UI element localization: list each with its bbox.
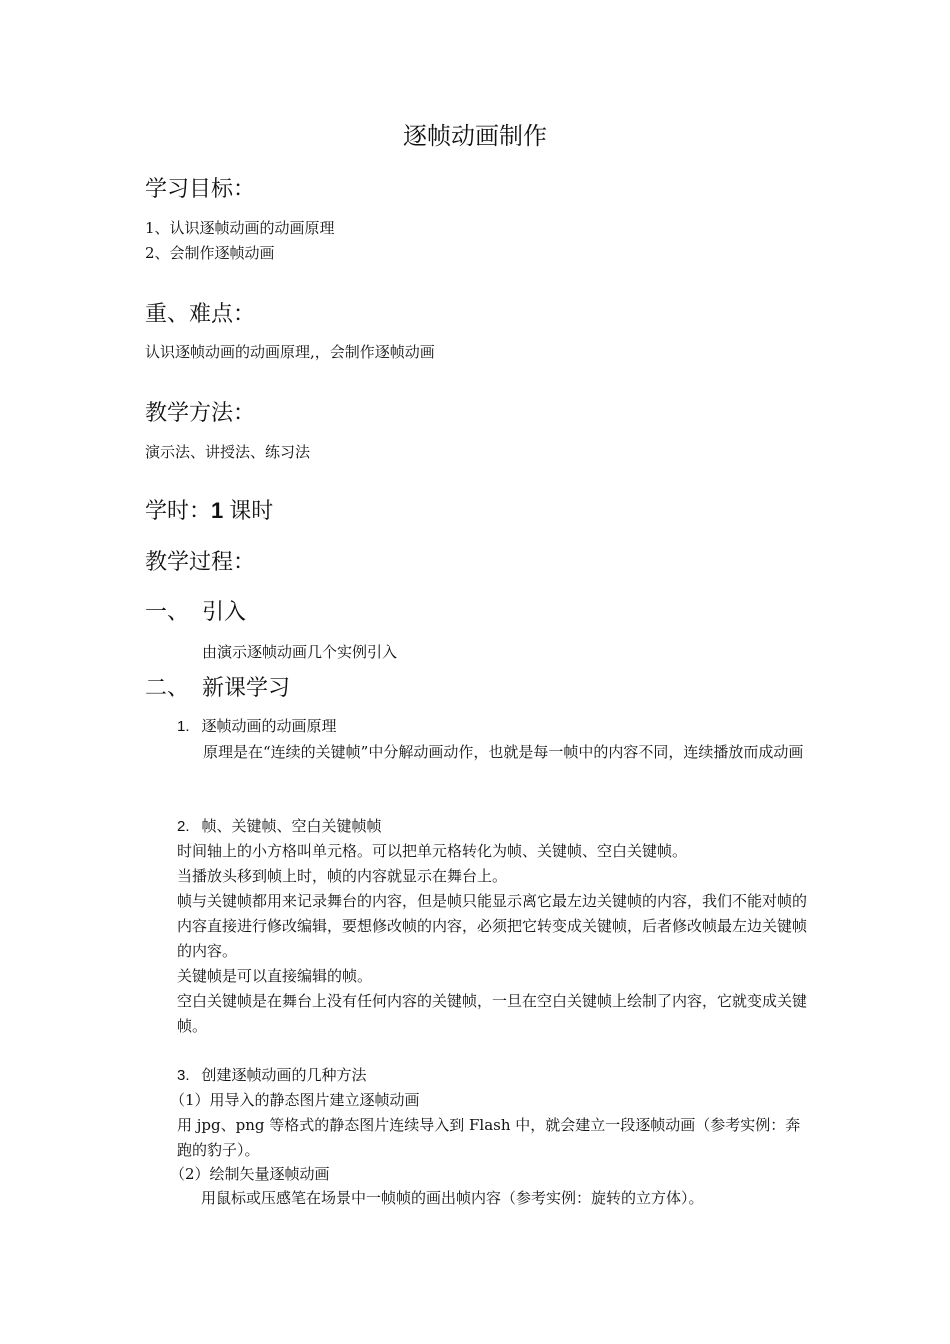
section3-heading	[177, 1064, 367, 1085]
document-title: 逐帧动画制作	[403, 122, 547, 150]
process-heading: 教学过程：	[145, 550, 256, 575]
section2-title: 帧、关键帧、空白关键帧帧	[201, 817, 382, 835]
method2-title: （2）绘制矢量逐帧动画	[170, 1165, 330, 1183]
section3-title: 创建逐帧动画的几种方法	[201, 1066, 367, 1084]
hours-label: 学时：	[145, 499, 212, 524]
objectives-heading: 学习目标：	[145, 177, 256, 202]
section2-heading	[177, 815, 382, 836]
section1-text: 原理是在“连续的关键帧”中分解动画动作，也就是每一帧中的内容不同，连续播放而成动画	[203, 743, 804, 761]
section2-line: 时间轴上的小方格叫单元格。可以把单元格转化为帧、关键帧、空白关键帧。	[177, 842, 688, 860]
key-points-text: 认识逐帧动画的动画原理,，会制作逐帧动画	[145, 343, 435, 361]
methods-heading: 教学方法：	[145, 401, 256, 426]
section1-number: 1.	[177, 718, 190, 735]
objective-item: 1、认识逐帧动画的动画原理	[145, 219, 335, 237]
intro-title: 引入	[202, 600, 247, 625]
section2-paragraph: 空白关键帧是在舞台上没有任何内容的关键帧，一旦在空白关键帧上绘制了内容，它就变成关键帧。	[177, 992, 808, 1035]
hours-unit: 课时	[229, 499, 274, 524]
method2-text: 用鼠标或压感笔在场景中一帧帧的画出帧内容（参考实例：旋转的立方体）。	[201, 1189, 704, 1207]
methods-text: 演示法、讲授法、练习法	[145, 443, 311, 461]
new-lesson-number: 二、	[145, 676, 190, 701]
method1-title: （1）用导入的静态图片建立逐帧动画	[170, 1091, 420, 1109]
new-lesson-title: 新课学习	[202, 676, 291, 701]
section1-title: 逐帧动画的动画原理	[201, 717, 337, 735]
hours-line	[145, 494, 273, 525]
section2-number: 2.	[177, 818, 190, 835]
section1-heading	[177, 715, 337, 736]
section2-line: 当播放头移到帧上时，帧的内容就显示在舞台上。	[177, 867, 508, 885]
section3-number: 3.	[177, 1067, 190, 1084]
hours-value: 1	[211, 498, 224, 523]
section2-line: 关键帧是可以直接编辑的帧。	[177, 967, 373, 985]
section2-paragraph: 帧与关键帧都用来记录舞台的内容，但是帧只能显示离它最左边关键帧的内容，我们不能对帧的内容直接进行修改编辑，要想修改帧的内容，必须把它转变成关键帧，后者修改帧最左边关键帧的内容。	[177, 892, 808, 960]
key-points-heading: 重、难点：	[145, 302, 256, 327]
method1-text: 用 jpg、png 等格式的静态图片连续导入到 Flash 中，就会建立一段逐帧动画（参考实例：奔跑的豹子）。	[177, 1116, 801, 1159]
intro-text: 由演示逐帧动画几个实例引入	[202, 643, 398, 661]
objective-item: 2、会制作逐帧动画	[145, 244, 275, 262]
intro-number: 一、	[145, 600, 190, 625]
